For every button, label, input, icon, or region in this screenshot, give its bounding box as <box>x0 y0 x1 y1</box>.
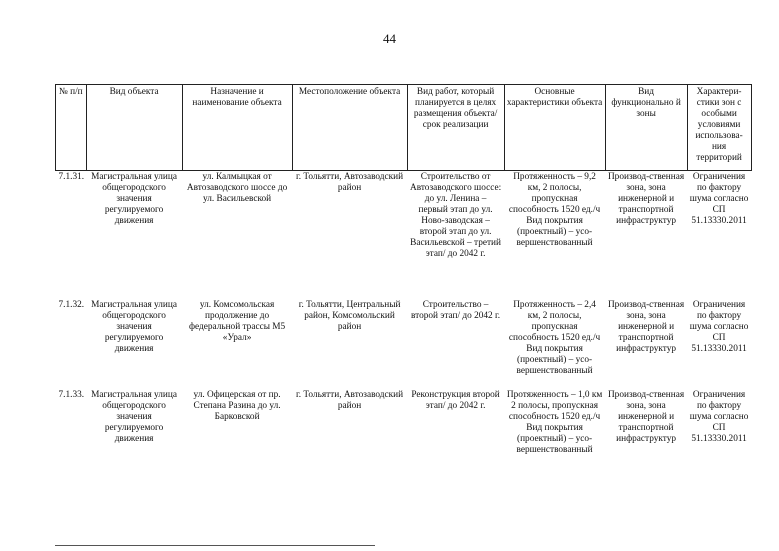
row-location: г. Тольятти, Автозаводский район <box>296 389 404 411</box>
row-zone-restrictions: Ограничения по фактору шума согласно СП 51.13330.2011 <box>689 389 749 444</box>
row-object-name: ул. Калмыцкая от Автозаводского шоссе до ул. Васильевской <box>186 172 288 204</box>
row-location: г. Тольятти, Центральный район, Комсомольский район <box>298 299 401 332</box>
row-functional-zone: Производ-ственная зона, зона инженерной и транспортной инфраструктур <box>607 172 685 226</box>
row-object-type: Магистральная улица общегородского значения регулируемого движения <box>91 389 178 444</box>
row-object-name: ул. Офицерская от пр. Степана Разина до ул. Барковской <box>193 389 281 422</box>
table-header-row <box>56 85 752 171</box>
table-row <box>56 389 752 519</box>
row-characteristics: Протяженность – 1,0 км 2 полосы, пропускная способность 1520 ед./ч Вид покрытия (проектный) – усо-вершенствованный <box>506 389 603 455</box>
row-zone-restrictions: Ограничения по фактору шума согласно СП 51.13330.2011 <box>689 299 749 354</box>
row-functional-zone: Производ-ственная зона, зона инженерной и транспортной инфраструктур <box>607 299 685 354</box>
row-number: 7.1.33. <box>58 389 85 400</box>
row-object-type: Магистральная улица общегородского значения регулируемого движения <box>91 299 178 354</box>
header-location: Местоположение объекта <box>292 85 407 171</box>
row-works: Реконструкция второй этап/ до 2042 г. <box>411 389 500 411</box>
row-functional-zone: Производ-ственная зона, зона инженерной и транспортной инфраструктур <box>607 389 685 444</box>
header-characteristics: Основные характеристики объекта <box>504 85 605 171</box>
row-location: г. Тольятти, Автозаводский район <box>296 172 404 193</box>
row-characteristics: Протяженность – 9,2 км, 2 полосы, пропускная способность 1520 ед./ч Вид покрытия (проектный) – усо-вершенствованный <box>508 172 601 248</box>
header-zone-restrictions: Характери-стики зон с особыми условиями использова-ния территорий <box>687 85 751 171</box>
row-works: Строительство – второй этап/ до 2042 г. <box>411 299 501 321</box>
row-zone-restrictions: Ограничения по фактору шума согласно СП 51.13330.2011 <box>689 172 749 226</box>
row-number: 7.1.32. <box>58 299 85 310</box>
row-works: Строительство от Автозаводского шоссе: до ул. Ленина – первый этап до ул. Ново-заводская – второй этап до ул. Васильевской – третий этап/ до 2042 г. <box>409 172 502 259</box>
header-number: № п/п <box>56 85 87 171</box>
table-row <box>56 171 752 299</box>
header-works: Вид работ, который планируется в целях размещения объекта/срок реализации <box>407 85 504 171</box>
row-characteristics: Протяженность – 2,4 км, 2 полосы, пропускная способность 1520 ед./ч Вид покрытия (проектный) – усо-вершенствованный <box>508 299 601 376</box>
bottom-rule <box>55 545 375 546</box>
row-object-type: Магистральная улица общегородского значения регулируемого движения <box>91 172 178 226</box>
row-number: 7.1.31. <box>58 172 85 182</box>
header-object-type: Вид объекта <box>86 85 182 171</box>
objects-table <box>55 84 752 519</box>
header-functional-zone: Вид функционально й зоны <box>605 85 687 171</box>
page-number: 44 <box>383 31 396 46</box>
table-row <box>56 299 752 389</box>
header-object-name: Назначение и наименование объекта <box>182 85 292 171</box>
row-object-name: ул. Комсомольская продолжение до федеральной трассы М5 «Урал» <box>188 299 286 343</box>
